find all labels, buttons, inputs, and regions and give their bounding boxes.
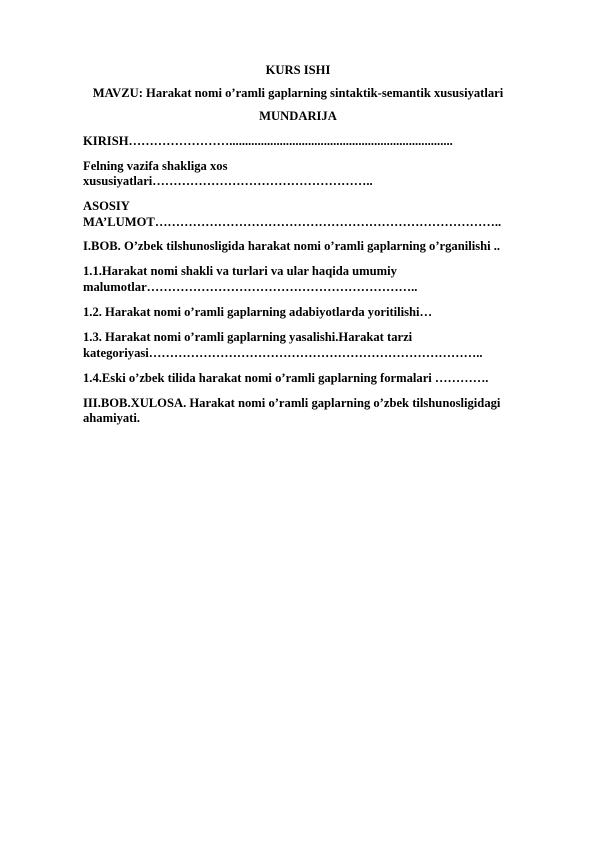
toc-entry-kirish: KIRISH……………………....................................................................... bbox=[83, 134, 453, 148]
toc-entry-felning-line2: xususiyatlari…………………………………………….. bbox=[83, 174, 373, 188]
toc-entry-1-1-line2: malumotlar……………………………………………………….. bbox=[83, 280, 418, 294]
toc-entry-felning-line1: Felning vazifa shakliga xos bbox=[83, 159, 228, 173]
toc-entry-chapter-3-line1: III.BOB.XULOSA. Harakat nomi o’ramli gaplarning o’zbek tilshunosligidagi bbox=[83, 396, 501, 410]
toc-entry-1-2: 1.2. Harakat nomi o’ramli gaplarning adabiyotlarda yoritilishi… bbox=[83, 305, 433, 319]
toc-entry-1-3-line2: kategoriyasi…………………………………………………………………….. bbox=[83, 346, 483, 360]
toc-entry-1-3-line1: 1.3. Harakat nomi o’ramli gaplarning yasalishi.Harakat tarzi bbox=[83, 330, 413, 344]
document-topic: MAVZU: Harakat nomi o’ramli gaplarning sintaktik-semantik xususiyatlari bbox=[92, 86, 504, 100]
toc-entry-1-1-line1: 1.1.Harakat nomi shakli va turlari va ular haqida umumiy bbox=[83, 264, 397, 278]
toc-entry-asosiy-line1: ASOSIY bbox=[83, 199, 130, 213]
document-title: KURS ISHI bbox=[265, 63, 331, 77]
contents-heading: MUNDARIJA bbox=[259, 109, 337, 123]
toc-entry-chapter-1: I.BOB. O’zbek tilshunosligida harakat nomi o’ramli gaplarning o’rganilishi .. bbox=[83, 239, 501, 253]
toc-entry-1-4: 1.4.Eski o’zbek tilida harakat nomi o’ramli gaplarning formalari …………. bbox=[83, 371, 489, 385]
toc-entry-asosiy-line2: MA’LUMOT……………………………………………………………………….. bbox=[83, 215, 502, 229]
toc-entry-chapter-3-line2: ahamiyati. bbox=[83, 411, 141, 425]
